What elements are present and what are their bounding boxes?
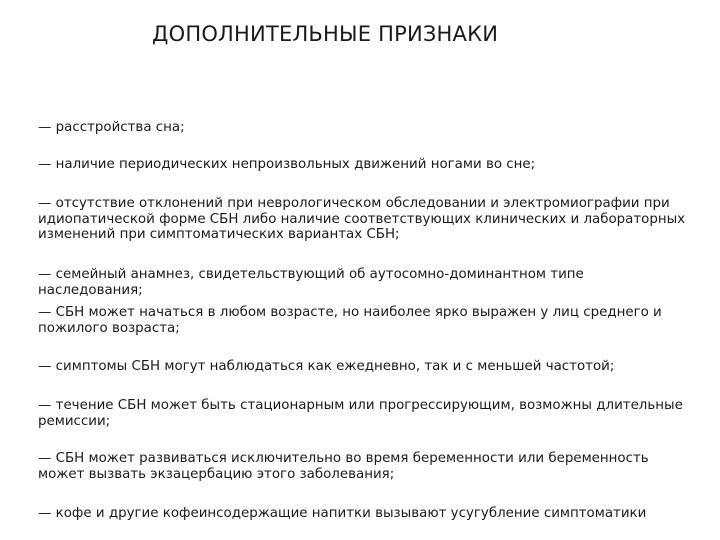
list-item: — СБН может начаться в любом возрасте, но наиболее ярко выражен у лиц среднего и пожилого возраста;	[38, 305, 662, 336]
slide-title: ДОПОЛНИТЕЛЬНЫЕ ПРИЗНАКИ	[152, 22, 499, 46]
list-item: — течение СБН может быть стационарным или прогрессирующим, возможны длительные ремиссии;	[38, 398, 683, 429]
list-item: — СБН может развиваться исключительно во время беременности или беременность может вызвать экзацербацию этого заболевания;	[38, 451, 649, 482]
list-item: — симптомы СБН могут наблюдаться как ежедневно, так и с меньшей частотой;	[38, 359, 615, 374]
list-item: — расстройства сна;	[38, 120, 185, 135]
list-item: — отсутствие отклонений при неврологическом обследовании и электромиографии при идиопатической форме СБН либо наличие соответствующих клинических и лабораторных изменений при симптоматических вариантах СБН;	[38, 196, 686, 242]
list-item: — наличие периодических непроизвольных движений ногами во сне;	[38, 157, 536, 172]
list-item: — семейный анамнез, свидетельствующий об аутосомно-доминантном типе наследования;	[38, 267, 584, 298]
list-item: — кофе и другие кофеинсодержащие напитки вызывают усугубление симптоматики	[38, 506, 647, 521]
